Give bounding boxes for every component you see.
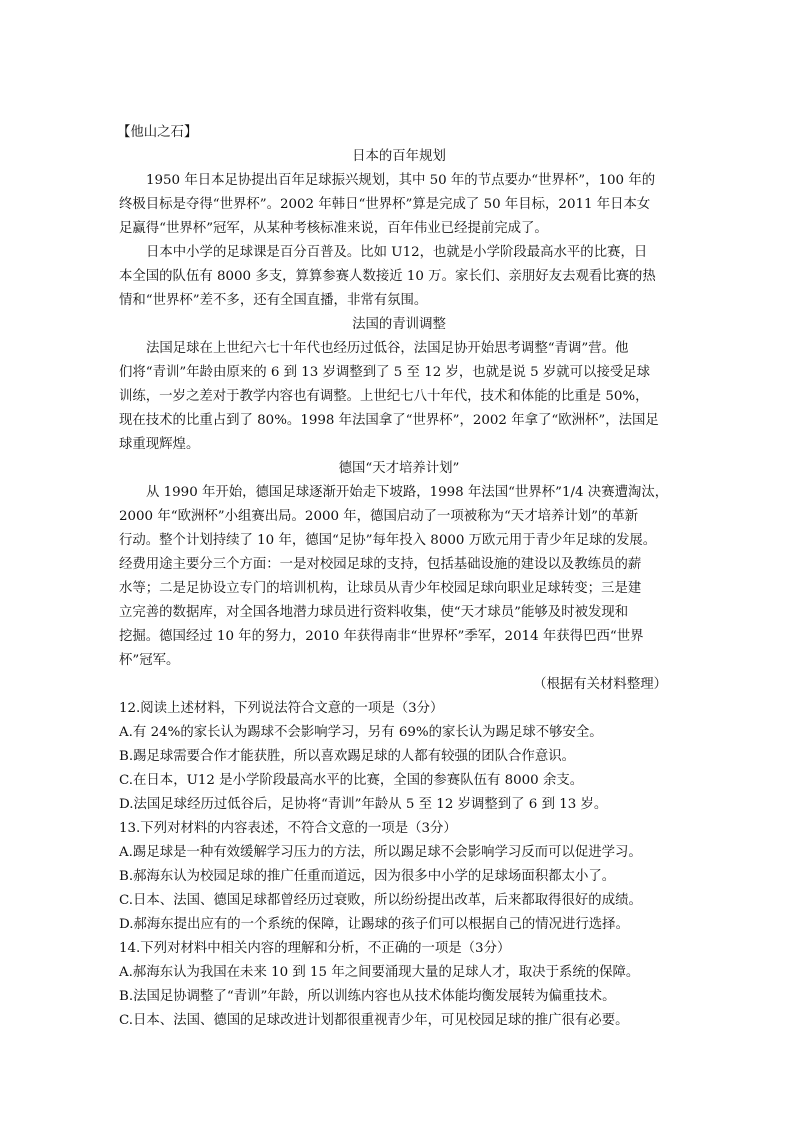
question-12-option-b: B.踢足球需要合作才能获胜，所以喜欢踢足球的人都有较强的团队合作意识。 (119, 749, 575, 764)
source-note: （根据有关材料整理） (533, 677, 667, 692)
germany-p1-line: 挖掘。德国经过 10 年的努力，2010 年获得南非“世界杯”季军，2014 年获得巴西“世界 (119, 629, 644, 644)
japan-title: 日本的百年规划 (352, 149, 446, 164)
france-p1-line: 法国足球在上世纪六七十年代也经历过低谷，法国足协开始思考调整“青调”营。他 (146, 341, 629, 356)
question-14-option-c: C.日本、法国、德国的足球改进计划都很重视青少年，可见校园足球的推广很有必要。 (119, 1013, 629, 1028)
question-12-option-a: A.有 24%的家长认为踢球不会影响学习，另有 69%的家长认为踢足球不够安全。 (119, 725, 603, 740)
question-12-option-d: D.法国足球经历过低谷后，足协将“青训”年龄从 5 至 12 岁调整到了 6 到 13 岁。 (119, 797, 608, 812)
japan-p2-line: 本全国的队伍有 8000 多支，算算参赛人数接近 10 万。家长们、亲朋好友去观看比赛的热 (119, 269, 656, 284)
germany-p1-line: 立完善的数据库，对全国各地潜力球员进行资料收集，使“天才球员”能够及时被发现和 (119, 605, 629, 620)
germany-title: 德国“天才培养计划” (338, 461, 460, 476)
question-13-stem: 13.下列对材料的内容表述，不符合文意的一项是（3分） (119, 821, 457, 836)
question-12-stem: 12.阅读上述材料，下列说法符合文意的一项是（3分） (119, 701, 444, 716)
france-p1-line: 训练，一岁之差对于教学内容也有调整。上世纪七八十年代，技术和体能的比重是 50%， (119, 389, 649, 404)
france-p1-line: 现在技术的比重占到了 80%。1998 年法国拿了“世界杯”，2002 年拿了“欧洲杯”，法国足 (119, 413, 659, 428)
germany-p1-line: 杯”冠军。 (119, 653, 180, 668)
question-14-stem: 14.下列对材料中相关内容的理解和分析，不正确的一项是（3分） (119, 941, 511, 956)
japan-p2-line: 日本中小学的足球课是百分百普及。比如 U12，也就是小学阶段最高水平的比赛，日 (146, 245, 648, 260)
question-13-option-a: A.踢足球是一种有效缓解学习压力的方法，所以踢足球不会影响学习反而可以促进学习。 (119, 845, 642, 860)
france-title: 法国的青训调整 (352, 317, 446, 332)
germany-p1-line: 水等；二是足协设立专门的培训机构，让球员从青少年校园足球向职业足球转变；三是建 (119, 581, 642, 596)
germany-p1-line: 从 1990 年开始，德国足球逐渐开始走下坡路，1998 年法国“世界杯”1/4 决赛遭淘汰， (146, 485, 669, 500)
question-14-option-b: B.法国足协调整了“青训”年龄，所以训练内容也从技术体能均衡发展转为偏重技术。 (119, 989, 616, 1004)
germany-p1-line: 行动。整个计划持续了 10 年，德国“足协”每年投入 8000 万欧元用于青少年足球的发展。 (119, 533, 657, 548)
france-p1-line: 们将“青训”年龄由原来的 6 到 13 岁调整到了 5 至 12 岁，也就是说 5 岁就可以接受足球 (119, 365, 651, 380)
section-tag: 【他山之石】 (117, 125, 198, 140)
question-13-option-d: D.郝海东提出应有的一个系统的保障，让踢球的孩子们可以根据自己的情况进行选择。 (119, 917, 629, 932)
question-14-option-a: A.郝海东认为我国在未来 10 到 15 年之间要涌现大量的足球人才，取决于系统的保障。 (119, 965, 640, 980)
japan-p1-line: 足赢得“世界杯”冠军，从某种考核标准来说，百年伟业已经提前完成了。 (119, 221, 548, 236)
japan-p2-line: 情和“世界杯”差不多，还有全国直播，非常有氛围。 (119, 293, 428, 308)
france-p1-line: 球重现辉煌。 (119, 437, 200, 452)
germany-p1-line: 经费用途主要分三个方面：一是对校园足球的支持，包括基础设施的建设以及教练员的薪 (119, 557, 642, 572)
question-13-option-c: C.日本、法国、德国足球都曾经历过衰败，所以纷纷提出改革，后来都取得很好的成绩。 (119, 893, 642, 908)
germany-p1-line: 2000 年“欧洲杯”小组赛出局。2000 年，德国启动了一项被称为“天才培养计划”的革新 (119, 509, 639, 524)
japan-p1-line: 1950 年日本足协提出百年足球振兴规划，其中 50 年的节点要办“世界杯”，100 年的 (146, 173, 656, 188)
document-page (119, 121, 679, 1033)
question-12-option-c: C.在日本，U12 是小学阶段最高水平的比赛，全国的参赛队伍有 8000 余支。 (119, 773, 584, 788)
question-13-option-b: B.郝海东认为校园足球的推广任重而道远，因为很多中小学的足球场面积都太小了。 (119, 869, 616, 884)
japan-p1-line: 终极目标是夺得“世界杯”。2002 年韩日“世界杯”算是完成了 50 年目标，2011 年日本女 (119, 197, 651, 212)
